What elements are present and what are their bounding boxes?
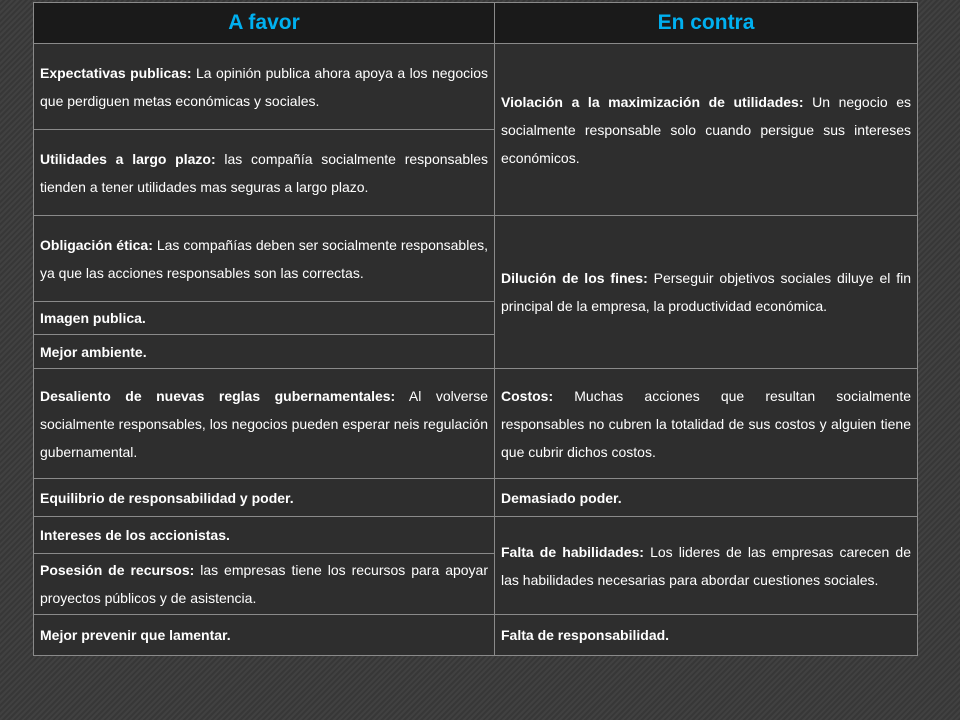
header-favor: A favor bbox=[34, 3, 495, 44]
favor-cell-ambiente bbox=[34, 335, 495, 369]
contra-title: Falta de habilidades: bbox=[501, 543, 644, 560]
favor-cell-intereses bbox=[34, 517, 495, 554]
contra-cell-dilucion bbox=[495, 216, 918, 369]
favor-title: Obligación ética: bbox=[40, 236, 153, 253]
header-row bbox=[34, 3, 918, 44]
favor-cell-recursos bbox=[34, 554, 495, 615]
contra-title: Costos: bbox=[501, 387, 554, 404]
contra-title: Demasiado poder. bbox=[501, 489, 622, 506]
contra-text: Perseguir objetivos sociales diluye el fin principal de la empresa, la productividad económica. bbox=[501, 270, 911, 314]
favor-title: Mejor ambiente. bbox=[40, 343, 147, 360]
table-row bbox=[34, 615, 918, 656]
table-row bbox=[34, 44, 918, 130]
table-row bbox=[34, 369, 918, 479]
table-row bbox=[34, 517, 918, 554]
favor-title: Equilibrio de responsabilidad y poder. bbox=[40, 489, 294, 506]
favor-text: Las compañías deben ser socialmente responsables, ya que las acciones responsables son las correctas. bbox=[40, 236, 488, 281]
contra-text: Muchas acciones que resultan socialmente responsables no cubren la totalidad de sus costos y alguien tiene que cubrir dichos costos. bbox=[501, 387, 911, 460]
contra-title: Falta de responsabilidad. bbox=[501, 627, 670, 643]
favor-title: Mejor prevenir que lamentar. bbox=[40, 627, 231, 643]
favor-title: Utilidades a largo plazo: bbox=[40, 150, 216, 167]
favor-text: las empresas tiene los recursos para apoyar proyectos públicos y de asistencia. bbox=[40, 562, 489, 606]
favor-title: Imagen publica. bbox=[40, 310, 146, 326]
favor-title: Desaliento de nuevas reglas gubernamentales: bbox=[40, 387, 396, 404]
favor-cell-expectativas bbox=[34, 44, 495, 130]
favor-title: Intereses de los accionistas. bbox=[40, 527, 230, 543]
table-row bbox=[34, 479, 918, 517]
favor-cell-prevenir bbox=[34, 615, 495, 656]
contra-cell-habilidades bbox=[495, 517, 918, 615]
contra-cell-costos bbox=[495, 369, 918, 479]
favor-cell-equilibrio bbox=[34, 479, 495, 517]
contra-cell-poder bbox=[495, 479, 918, 517]
favor-cell-desaliento bbox=[34, 369, 495, 479]
favor-text: las compañía socialmente responsables tienden a tener utilidades mas seguras a largo plazo. bbox=[40, 150, 488, 195]
favor-text: Al volverse socialmente responsables, los negocios pueden esperar neis regulación gubernamental. bbox=[40, 387, 488, 460]
contra-text: Los lideres de las empresas carecen de las habilidades necesarias para abordar cuestiones sociales. bbox=[501, 543, 912, 588]
favor-title: Expectativas publicas: bbox=[40, 64, 192, 81]
contra-cell-responsabilidad bbox=[495, 615, 918, 656]
table-row bbox=[34, 216, 918, 302]
favor-title: Posesión de recursos: bbox=[40, 562, 195, 578]
favor-text: La opinión publica ahora apoya a los negocios que perdiguen metas económicas y sociales. bbox=[40, 64, 488, 109]
favor-cell-utilidades bbox=[34, 130, 495, 216]
pros-cons-table bbox=[33, 2, 918, 656]
header-contra: En contra bbox=[495, 3, 918, 44]
favor-cell-obligacion bbox=[34, 216, 495, 302]
contra-text: Un negocio es socialmente responsable solo cuando persigue sus intereses económicos. bbox=[501, 93, 911, 166]
contra-title: Violación a la maximización de utilidades: bbox=[501, 93, 804, 110]
contra-cell-violacion bbox=[495, 44, 918, 216]
contra-title: Dilución de los fines: bbox=[501, 270, 648, 286]
favor-cell-imagen bbox=[34, 302, 495, 335]
